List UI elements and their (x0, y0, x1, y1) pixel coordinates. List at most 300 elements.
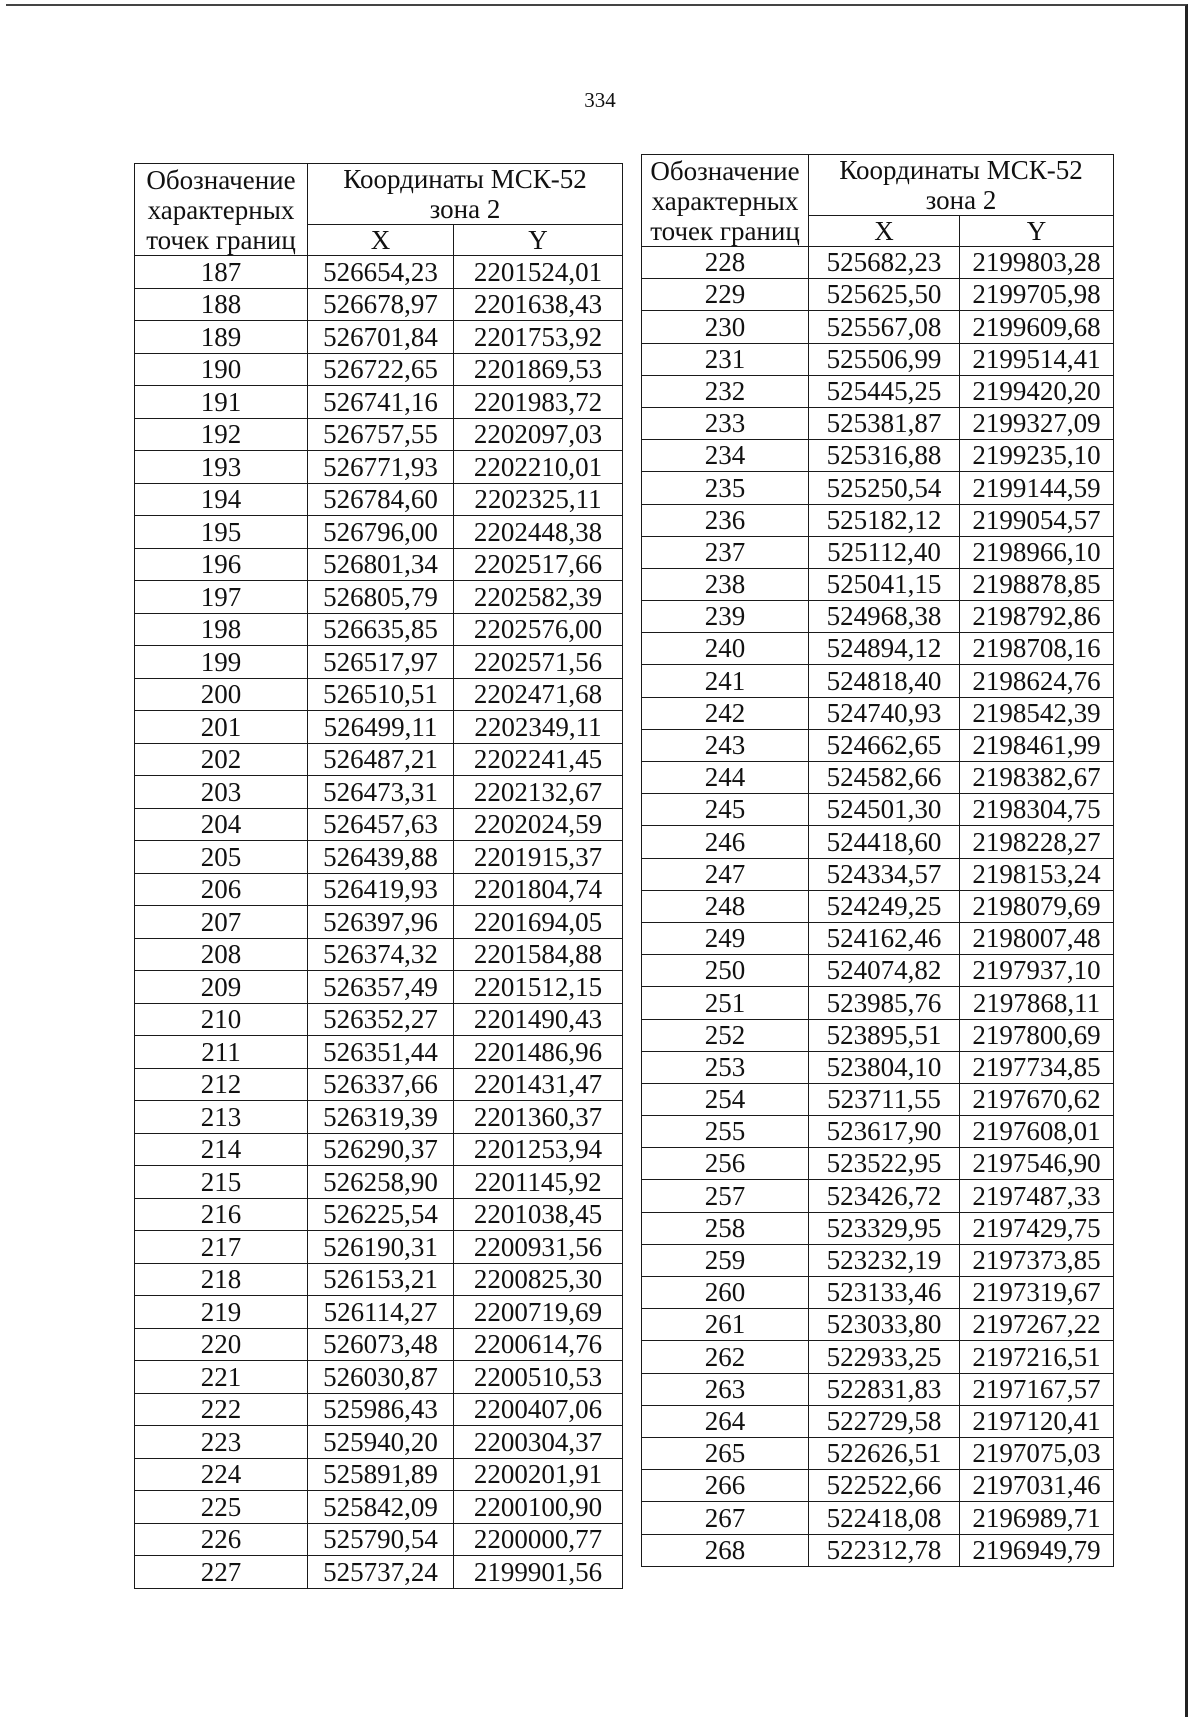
y-cell: 2201038,45 (454, 1198, 623, 1231)
coordinates-table-right (641, 154, 1114, 1567)
point-cell: 268 (642, 1534, 809, 1566)
page-number: 334 (584, 88, 616, 112)
x-cell: 524662,65 (809, 729, 960, 761)
y-cell: 2200201,91 (454, 1458, 623, 1491)
table-row (135, 906, 623, 939)
point-cell: 210 (135, 1003, 308, 1036)
table-row (135, 743, 623, 776)
point-cell: 231 (642, 343, 809, 375)
y-cell: 2202471,68 (454, 678, 623, 711)
y-cell: 2201512,15 (454, 971, 623, 1004)
table-row (135, 1101, 623, 1134)
x-cell: 526073,48 (308, 1328, 454, 1361)
y-cell: 2201524,01 (454, 256, 623, 289)
y-cell: 2202210,01 (454, 451, 623, 484)
x-cell: 525790,54 (308, 1523, 454, 1556)
point-cell: 264 (642, 1405, 809, 1437)
x-cell: 526225,54 (308, 1198, 454, 1231)
y-cell: 2197075,03 (960, 1437, 1114, 1469)
x-cell: 525625,50 (809, 279, 960, 311)
y-cell: 2202571,56 (454, 646, 623, 679)
x-cell: 526499,11 (308, 711, 454, 744)
x-cell: 524818,40 (809, 665, 960, 697)
y-cell: 2198461,99 (960, 729, 1114, 761)
y-cell: 2198007,48 (960, 922, 1114, 954)
table-row (642, 1019, 1114, 1051)
point-cell: 194 (135, 483, 308, 516)
x-cell: 523426,72 (809, 1180, 960, 1212)
point-cell: 237 (642, 536, 809, 568)
x-cell: 524501,30 (809, 794, 960, 826)
point-cell: 235 (642, 472, 809, 504)
table-row (135, 1491, 623, 1524)
x-cell: 526374,32 (308, 938, 454, 971)
y-cell: 2197937,10 (960, 955, 1114, 987)
point-cell: 240 (642, 633, 809, 665)
x-cell: 526319,39 (308, 1101, 454, 1134)
point-cell: 224 (135, 1458, 308, 1491)
table-row (135, 581, 623, 614)
y-cell: 2201983,72 (454, 386, 623, 419)
y-header: Y (960, 216, 1114, 247)
point-cell: 229 (642, 279, 809, 311)
point-cell: 260 (642, 1277, 809, 1309)
y-cell: 2200000,77 (454, 1523, 623, 1556)
table-row (135, 1361, 623, 1394)
y-cell: 2197868,11 (960, 987, 1114, 1019)
point-cell: 227 (135, 1556, 308, 1589)
table-row (135, 1198, 623, 1231)
y-cell: 2202448,38 (454, 516, 623, 549)
x-cell: 526114,27 (308, 1296, 454, 1329)
point-cell: 225 (135, 1491, 308, 1524)
table-row (642, 472, 1114, 504)
point-cell: 217 (135, 1231, 308, 1264)
table-row (135, 808, 623, 841)
x-cell: 526352,27 (308, 1003, 454, 1036)
x-cell: 525891,89 (308, 1458, 454, 1491)
point-cell: 202 (135, 743, 308, 776)
point-cell: 255 (642, 1116, 809, 1148)
x-cell: 523133,46 (809, 1277, 960, 1309)
table-body-left (135, 256, 623, 1589)
y-cell: 2199327,09 (960, 407, 1114, 439)
x-cell: 525682,23 (809, 247, 960, 279)
table-row (135, 1263, 623, 1296)
y-cell: 2202241,45 (454, 743, 623, 776)
table-row (135, 776, 623, 809)
point-cell: 223 (135, 1426, 308, 1459)
point-cell: 246 (642, 826, 809, 858)
x-cell: 526397,96 (308, 906, 454, 939)
y-cell: 2201694,05 (454, 906, 623, 939)
point-cell: 215 (135, 1166, 308, 1199)
table-row (135, 1328, 623, 1361)
table-body-right (642, 247, 1114, 1567)
x-cell: 526153,21 (308, 1263, 454, 1296)
x-cell: 526771,93 (308, 451, 454, 484)
y-cell: 2197487,33 (960, 1180, 1114, 1212)
y-cell: 2200304,37 (454, 1426, 623, 1459)
y-cell: 2200931,56 (454, 1231, 623, 1264)
point-cell: 198 (135, 613, 308, 646)
x-cell: 525250,54 (809, 472, 960, 504)
table-row (642, 1373, 1114, 1405)
y-cell: 2197608,01 (960, 1116, 1114, 1148)
x-cell: 525316,88 (809, 440, 960, 472)
y-cell: 2198708,16 (960, 633, 1114, 665)
y-cell: 2199514,41 (960, 343, 1114, 375)
table-row (642, 1437, 1114, 1469)
y-cell: 2197734,85 (960, 1051, 1114, 1083)
table-row (135, 386, 623, 419)
point-cell: 207 (135, 906, 308, 939)
table-row (642, 247, 1114, 279)
y-cell: 2200825,30 (454, 1263, 623, 1296)
point-cell: 212 (135, 1068, 308, 1101)
y-cell: 2196949,79 (960, 1534, 1114, 1566)
x-cell: 526258,90 (308, 1166, 454, 1199)
point-cell: 248 (642, 890, 809, 922)
y-cell: 2198382,67 (960, 762, 1114, 794)
x-cell: 525940,20 (308, 1426, 454, 1459)
point-cell: 242 (642, 697, 809, 729)
point-cell: 243 (642, 729, 809, 761)
x-cell: 522312,78 (809, 1534, 960, 1566)
point-cell: 187 (135, 256, 308, 289)
point-label-line-3: точек границ (650, 216, 800, 246)
x-cell: 526030,87 (308, 1361, 454, 1394)
table-row (642, 1534, 1114, 1566)
point-cell: 252 (642, 1019, 809, 1051)
point-cell: 233 (642, 407, 809, 439)
x-header: X (308, 225, 454, 256)
y-cell: 2197429,75 (960, 1212, 1114, 1244)
table-row (642, 1405, 1114, 1437)
point-cell: 239 (642, 601, 809, 633)
y-cell: 2199144,59 (960, 472, 1114, 504)
table-row (642, 279, 1114, 311)
point-cell: 232 (642, 375, 809, 407)
point-cell: 205 (135, 841, 308, 874)
table-row (642, 697, 1114, 729)
point-cell: 258 (642, 1212, 809, 1244)
x-cell: 522729,58 (809, 1405, 960, 1437)
y-cell: 2201253,94 (454, 1133, 623, 1166)
point-label-header (642, 155, 809, 247)
y-cell: 2200614,76 (454, 1328, 623, 1361)
coords-label-line-1: Координаты МСК-52 (343, 164, 587, 194)
point-label-header (135, 164, 308, 256)
table-row (642, 1470, 1114, 1502)
point-cell: 195 (135, 516, 308, 549)
point-cell: 206 (135, 873, 308, 906)
y-cell: 2197319,67 (960, 1277, 1114, 1309)
table-row (642, 343, 1114, 375)
x-cell: 526473,31 (308, 776, 454, 809)
point-cell: 203 (135, 776, 308, 809)
table-row (642, 1116, 1114, 1148)
point-cell: 236 (642, 504, 809, 536)
table-row (135, 646, 623, 679)
x-cell: 523617,90 (809, 1116, 960, 1148)
y-cell: 2202576,00 (454, 613, 623, 646)
y-cell: 2197216,51 (960, 1341, 1114, 1373)
table-row (642, 311, 1114, 343)
point-cell: 267 (642, 1502, 809, 1534)
y-cell: 2201753,92 (454, 321, 623, 354)
table-row (135, 321, 623, 354)
y-cell: 2198079,69 (960, 890, 1114, 922)
table-row (642, 1277, 1114, 1309)
table-row (135, 256, 623, 289)
point-cell: 216 (135, 1198, 308, 1231)
x-cell: 524334,57 (809, 858, 960, 890)
table-row (642, 375, 1114, 407)
x-cell: 526796,00 (308, 516, 454, 549)
point-cell: 209 (135, 971, 308, 1004)
coords-header (308, 164, 623, 225)
table-row (642, 1148, 1114, 1180)
x-cell: 526784,60 (308, 483, 454, 516)
table-row (642, 504, 1114, 536)
x-cell: 523895,51 (809, 1019, 960, 1051)
table-row (135, 1003, 623, 1036)
y-cell: 2199901,56 (454, 1556, 623, 1589)
point-cell: 266 (642, 1470, 809, 1502)
x-cell: 522522,66 (809, 1470, 960, 1502)
y-cell: 2202517,66 (454, 548, 623, 581)
x-cell: 525567,08 (809, 311, 960, 343)
y-cell: 2202024,59 (454, 808, 623, 841)
x-cell: 526351,44 (308, 1036, 454, 1069)
table-row (135, 971, 623, 1004)
table-row (135, 678, 623, 711)
table-row (642, 922, 1114, 954)
point-cell: 199 (135, 646, 308, 679)
x-cell: 523711,55 (809, 1083, 960, 1115)
point-cell: 213 (135, 1101, 308, 1134)
table-row (135, 288, 623, 321)
table-row (642, 1502, 1114, 1534)
x-cell: 522626,51 (809, 1437, 960, 1469)
table-row (135, 1523, 623, 1556)
table-row (135, 483, 623, 516)
x-cell: 524740,93 (809, 697, 960, 729)
point-cell: 257 (642, 1180, 809, 1212)
x-cell: 525737,24 (308, 1556, 454, 1589)
table-row (642, 890, 1114, 922)
x-cell: 523329,95 (809, 1212, 960, 1244)
x-cell: 524418,60 (809, 826, 960, 858)
point-cell: 238 (642, 568, 809, 600)
table-row (135, 1296, 623, 1329)
table-row (642, 1051, 1114, 1083)
table-row (642, 536, 1114, 568)
y-cell: 2197670,62 (960, 1083, 1114, 1115)
x-cell: 522831,83 (809, 1373, 960, 1405)
point-cell: 228 (642, 247, 809, 279)
point-cell: 214 (135, 1133, 308, 1166)
point-cell: 193 (135, 451, 308, 484)
y-cell: 2198966,10 (960, 536, 1114, 568)
coords-label-line-1: Координаты МСК-52 (839, 155, 1083, 185)
x-cell: 523804,10 (809, 1051, 960, 1083)
table-row (642, 1212, 1114, 1244)
x-cell: 526805,79 (308, 581, 454, 614)
point-cell: 259 (642, 1244, 809, 1276)
x-cell: 526337,66 (308, 1068, 454, 1101)
table-row (642, 858, 1114, 890)
y-cell: 2200510,53 (454, 1361, 623, 1394)
y-cell: 2202132,67 (454, 776, 623, 809)
y-cell: 2201638,43 (454, 288, 623, 321)
x-cell: 523232,19 (809, 1244, 960, 1276)
y-cell: 2202325,11 (454, 483, 623, 516)
x-cell: 525986,43 (308, 1393, 454, 1426)
x-cell: 526741,16 (308, 386, 454, 419)
point-cell: 191 (135, 386, 308, 419)
point-cell: 208 (135, 938, 308, 971)
y-cell: 2199054,57 (960, 504, 1114, 536)
table-row (135, 451, 623, 484)
point-cell: 189 (135, 321, 308, 354)
table-row (642, 665, 1114, 697)
y-cell: 2201431,47 (454, 1068, 623, 1101)
x-cell: 523985,76 (809, 987, 960, 1019)
table-row (642, 1309, 1114, 1341)
x-cell: 526419,93 (308, 873, 454, 906)
table-row (135, 548, 623, 581)
point-cell: 222 (135, 1393, 308, 1426)
point-cell: 241 (642, 665, 809, 697)
table-row (135, 613, 623, 646)
y-cell: 2201360,37 (454, 1101, 623, 1134)
point-cell: 188 (135, 288, 308, 321)
y-cell: 2201869,53 (454, 353, 623, 386)
y-cell: 2197373,85 (960, 1244, 1114, 1276)
point-cell: 211 (135, 1036, 308, 1069)
table-row (642, 729, 1114, 761)
table-row (135, 418, 623, 451)
x-cell: 526510,51 (308, 678, 454, 711)
x-cell: 526457,63 (308, 808, 454, 841)
table-row (642, 794, 1114, 826)
x-cell: 522418,08 (809, 1502, 960, 1534)
point-label-line-2: характерных (147, 195, 295, 225)
table-row (642, 955, 1114, 987)
x-cell: 526439,88 (308, 841, 454, 874)
x-cell: 525182,12 (809, 504, 960, 536)
y-cell: 2201486,96 (454, 1036, 623, 1069)
y-cell: 2199705,98 (960, 279, 1114, 311)
y-cell: 2198228,27 (960, 826, 1114, 858)
x-cell: 523522,95 (809, 1148, 960, 1180)
y-cell: 2202349,11 (454, 711, 623, 744)
table-row (135, 1068, 623, 1101)
table-row (642, 987, 1114, 1019)
x-cell: 525381,87 (809, 407, 960, 439)
table-row (642, 601, 1114, 633)
table-row (642, 1083, 1114, 1115)
point-cell: 220 (135, 1328, 308, 1361)
point-cell: 249 (642, 922, 809, 954)
y-cell: 2201490,43 (454, 1003, 623, 1036)
x-cell: 525842,09 (308, 1491, 454, 1524)
point-label-line-2: характерных (651, 186, 799, 216)
point-cell: 219 (135, 1296, 308, 1329)
point-cell: 196 (135, 548, 308, 581)
x-cell: 524894,12 (809, 633, 960, 665)
point-cell: 244 (642, 762, 809, 794)
coords-header (809, 155, 1114, 216)
point-cell: 256 (642, 1148, 809, 1180)
x-cell: 525506,99 (809, 343, 960, 375)
point-cell: 201 (135, 711, 308, 744)
y-cell: 2197167,57 (960, 1373, 1114, 1405)
x-cell: 523033,80 (809, 1309, 960, 1341)
x-cell: 524074,82 (809, 955, 960, 987)
coordinates-table-left (134, 163, 623, 1589)
point-cell: 245 (642, 794, 809, 826)
point-cell: 230 (642, 311, 809, 343)
x-cell: 524968,38 (809, 601, 960, 633)
y-cell: 2200100,90 (454, 1491, 623, 1524)
point-cell: 197 (135, 581, 308, 614)
y-cell: 2198792,86 (960, 601, 1114, 633)
x-header: X (809, 216, 960, 247)
x-cell: 526722,65 (308, 353, 454, 386)
table-row (135, 873, 623, 906)
point-label-line-1: Обозначение (650, 156, 800, 186)
table-row (642, 407, 1114, 439)
y-cell: 2197267,22 (960, 1309, 1114, 1341)
point-cell: 234 (642, 440, 809, 472)
table-row (642, 1244, 1114, 1276)
point-cell: 204 (135, 808, 308, 841)
x-cell: 526517,97 (308, 646, 454, 679)
y-cell: 2198542,39 (960, 697, 1114, 729)
y-cell: 2198153,24 (960, 858, 1114, 890)
x-cell: 525041,15 (809, 568, 960, 600)
point-cell: 218 (135, 1263, 308, 1296)
y-cell: 2199803,28 (960, 247, 1114, 279)
table-row (135, 1036, 623, 1069)
point-cell: 247 (642, 858, 809, 890)
y-header: Y (454, 225, 623, 256)
table-row (135, 1393, 623, 1426)
y-cell: 2198878,85 (960, 568, 1114, 600)
table-row (135, 711, 623, 744)
table-row (135, 1133, 623, 1166)
table-row (642, 568, 1114, 600)
table-row (135, 1556, 623, 1589)
x-cell: 524249,25 (809, 890, 960, 922)
y-cell: 2202097,03 (454, 418, 623, 451)
y-cell: 2201915,37 (454, 841, 623, 874)
table-row (135, 1166, 623, 1199)
point-cell: 265 (642, 1437, 809, 1469)
table-row (135, 1231, 623, 1264)
x-cell: 526678,97 (308, 288, 454, 321)
point-cell: 221 (135, 1361, 308, 1394)
x-cell: 526654,23 (308, 256, 454, 289)
table-row (642, 633, 1114, 665)
point-cell: 262 (642, 1341, 809, 1373)
point-cell: 263 (642, 1373, 809, 1405)
table-row (135, 1426, 623, 1459)
y-cell: 2201584,88 (454, 938, 623, 971)
